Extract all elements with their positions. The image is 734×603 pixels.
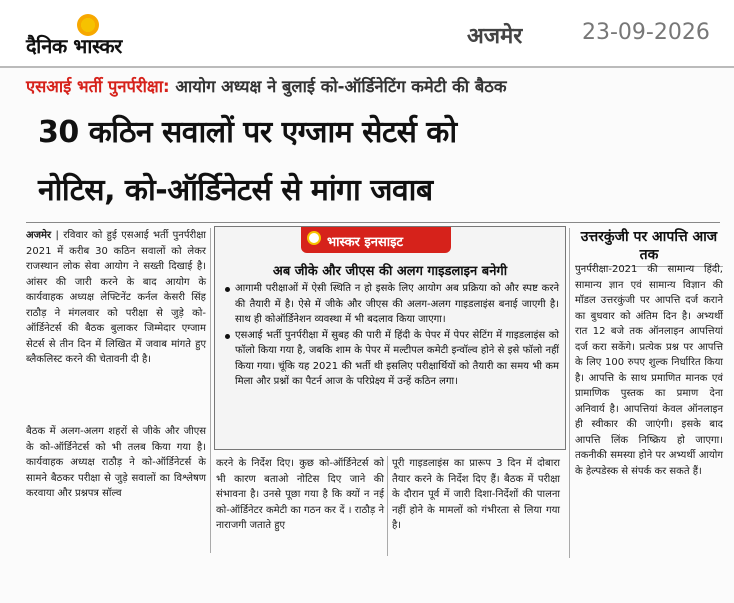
insight-heading: अब जीके और जीएस की अलग गाइडलाइन बनेगी [272,264,508,279]
insight-box [214,226,566,450]
column-divider [569,228,570,558]
sidebar-body: पुनर्परीक्षा-2021 की सामान्य हिंदी, सामान्य ज्ञान एवं सामान्य विज्ञान की मॉडल उत्तरकुंजी पर आपत्ति दर्ज कराने का बुधवार को अंतिम दिन है। अभ्यर्थी रात 12 बजे तक ऑनलाइन आपत्तियां दर्ज करा सकेंगे। प्रत्येक प्रश्न पर आपत्ति के लिए 100 रुपए शुल्क निर्धारित किया है। आपत्ति के साथ प्रमाणित मानक एवं प्रामाणिक पुस्तक का प्रमाण देना अनिवार्य है। आपत्तियां केवल ऑनलाइन ही स्वीकार की जाएंगी। इसके बाद आपत्ति लिंक निष्क्रिय हो जाएगा। तकनीकी समस्या होने पर अभ्यर्थी आयोग के हेल्पडेस्क से संपर्क कर सकते हैं। [575,264,723,477]
insight-label: भास्कर इनसाइट [327,235,404,250]
bullet-dot-icon [225,287,230,292]
masthead [0,0,734,66]
bullet-dot-icon [225,334,230,339]
article-column-2 [216,456,384,538]
column-divider [387,456,388,556]
kicker-highlight: एसआई भर्ती पुनर्परीक्षा: [26,77,170,96]
edition-date: 23-09-2026 [582,20,710,45]
insight-list [225,281,559,390]
article-para-1: रविवार को हुई एसआई भर्ती पुनर्परीक्षा 2021 में करीब 30 कठिन सवालों को लेकर राजस्थान लोक सेवा आयोग ने सख्ती दिखाई है। आंसर की जारी करने के बाद आयोग के कार्यवाहक अध्यक्ष लेफ्टिनेंट कर्नल केसरी सिंह राठौड़ ने मंगलवार को परीक्षा से जुड़े को-ऑर्डिनेटर्स की बैठक बुलाकर जिम्मेदार एग्जाम सेटर्स से तीन दिन में लिखित में जवाब मांगते हुए ब्लैकलिस्ट करने की चेतावनी दी है। [26,230,206,365]
insight-tab [301,227,451,253]
insight-bullet: आगामी परीक्षाओं में ऐसी स्थिति न हो इसके लिए आयोग अब प्रक्रिया को और स्पष्ट करने की तैयारी में है। ऐसे में जीके और जीएस की अलग-अलग गाइडलाइंस बनाई जाएगी है। साथ ही कोऑर्डिनेशन व्यवस्था में भी बदलाव किया जाएगा। [225,281,559,328]
article-column-1-lower [26,424,206,506]
sidebar-heading: उत्तरकुंजी पर आपत्ति आज तक [580,229,718,263]
article-para-2: बैठक में अलग-अलग शहरों से जीके और जीएस के को-ऑर्डिनेटर्स को भी तलब किया गया है। कार्यवाहक अध्यक्ष राठौड़ ने को-ऑर्डिनेटर्स के सामने बैठकर परीक्षा से जुड़े सवालों का विश्लेषण करवाया और प्रश्नपत्र सॉल्व [26,426,206,499]
article-column-3 [392,456,560,538]
headline-line-2: नोटिस, को-ऑर्डिनेटर्स से मांगा जवाब [38,173,433,208]
bulb-icon [307,231,321,245]
sidebar-column [575,262,723,483]
insight-bullet: एसआई भर्ती पुनर्परीक्षा में सुबह की पारी में हिंदी के पेपर में पेपर सेटिंग में गाइडलाइंस को फॉलो किया गया है, जबकि शाम के पेपर में मल्टीपल कमेटी इन्वॉल्व होने से इसे फॉलो नहीं किया गया। चूंकि यह 2021 की भर्ती थी इसलिए परीक्षार्थियों को तैयारी का समय भी कम मिला और प्रश्नों का पैटर्न आज के परिप्रेक्ष्य में उन्हें कठिन लगा। [225,328,559,390]
newspaper-logo [26,14,166,58]
logo-text: दैनिक भास्कर [26,34,122,58]
kicker-line [26,74,507,97]
column-divider [210,228,211,553]
masthead-divider [0,66,734,68]
kicker-text: आयोग अध्यक्ष ने बुलाई को-ऑर्डिनेटिंग कमेटी की बैठक [169,77,507,96]
headline-rule [26,222,720,223]
article-para-3: करने के निर्देश दिए। कुछ को-ऑर्डिनेटर्स को भी कारण बताओ नोटिस दिए जाने की संभावना है। उनसे पूछा गया है कि क्यों न नई को-ऑर्डिनेटर कमेटी का गठन कर दें । राठौड़ ने नाराजगी जताते हुए [216,458,384,531]
article-column-1: अजमेर | रविवार को हुई एसआई भर्ती पुनर्परीक्षा 2021 में करीब 30 कठिन सवालों को लेकर राजस्थान लोक सेवा आयोग ने सख्ती दिखाई है। आंसर की जारी करने के बाद आयोग के कार्यवाहक अध्यक्ष लेफ्टिनेंट कर्नल केसरी सिंह राठौड़ ने मंगलवार को परीक्षा से जुड़े को-ऑर्डिनेटर्स की बैठक बुलाकर जिम्मेदार एग्जाम सेटर्स से तीन दिन में लिखित में जवाब मांगते हुए ब्लैकलिस्ट करने की चेतावनी दी है। [26,230,206,365]
headline-line-1: 30 कठिन सवालों पर एग्जाम सेटर्स को [38,115,457,150]
article-dateline: अजमेर [26,230,52,241]
edition-city: अजमेर [467,24,523,49]
article-para-4: पूरी गाइडलाइंस का प्रारूप 3 दिन में दोबारा तैयार करने के निर्देश दिए हैं। बैठक में परीक्षा के दौरान पूर्व में जारी दिशा-निर्देशों की पालना नहीं होने के मामलों को गंभीरता से लिया गया है। [392,458,560,531]
